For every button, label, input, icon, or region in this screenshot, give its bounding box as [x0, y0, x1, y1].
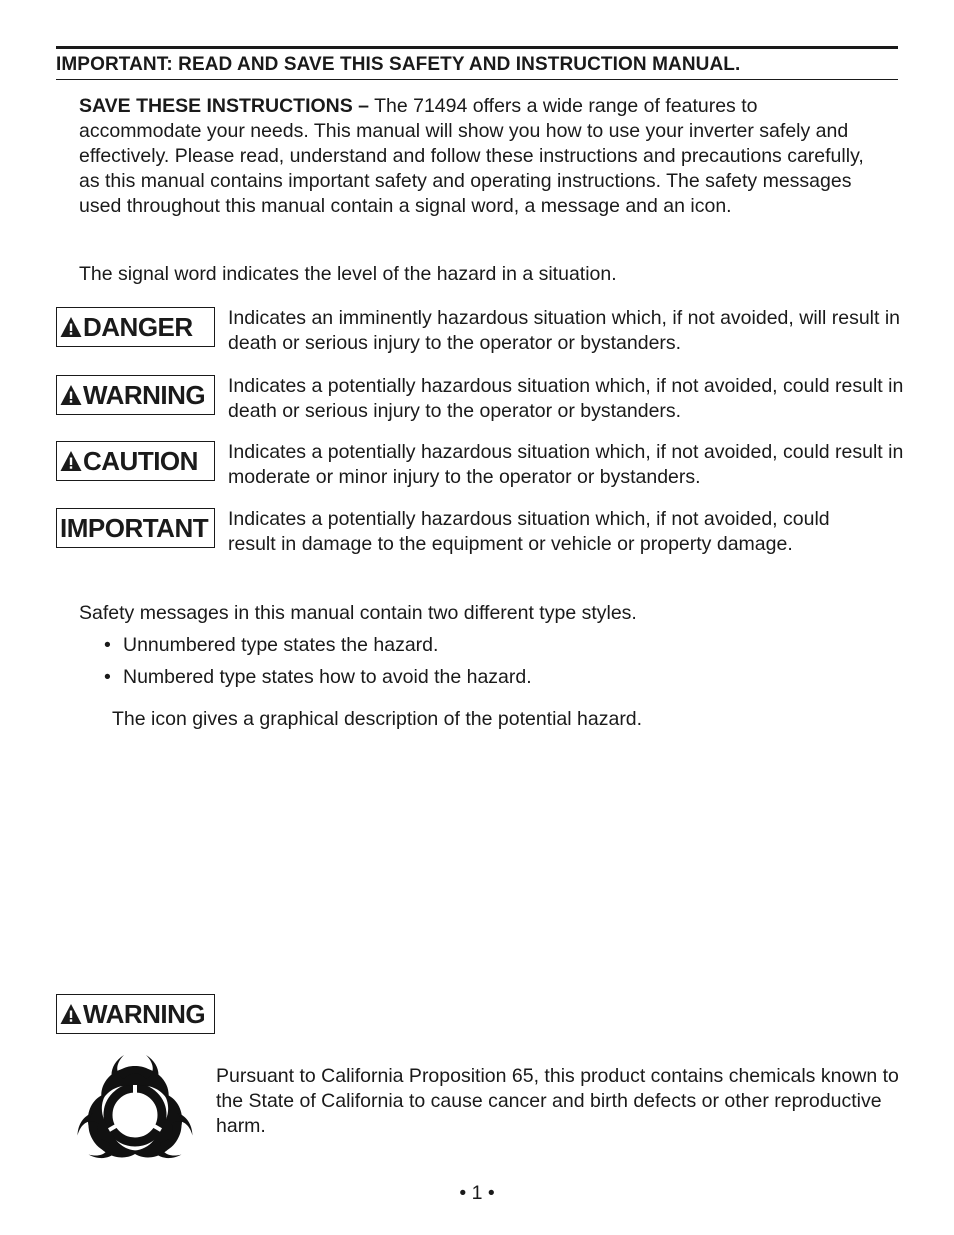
danger-label: DANGER: [83, 311, 193, 342]
warning-triangle-icon: [60, 384, 82, 406]
list-item: [104, 633, 438, 658]
danger-label-box: [56, 307, 215, 347]
bullet-symbol: •: [104, 666, 111, 688]
intro-body: The 71494 offers a wide range of features to accommodate your needs. This manual will show you how to use your inverter safely and effectively. Please read, understand and follow these instructions and precautions carefully, as this manual contains important safety and operating instructions. The safety messages used throughout this manual contain a signal word, a message and an icon.: [79, 95, 864, 217]
important-description: Indicates a potentially hazardous situation which, if not avoided, could result in damage to the equipment or vehicle or property damage.: [228, 508, 830, 555]
page-number: • 1 •: [459, 1182, 495, 1204]
prop65-warning-label: WARNING: [83, 998, 206, 1029]
header-bar: [56, 46, 898, 80]
warning-label-box: [56, 375, 215, 415]
list-item-text: Unnumbered type states the hazard.: [123, 634, 439, 656]
prop65-text: Pursuant to California Proposition 65, this product contains chemicals known to the State of California to cause cancer and birth defects or other reproductive harm.: [216, 1065, 899, 1137]
signal-intro: The signal word indicates the level of the hazard in a situation.: [79, 263, 617, 285]
type-styles-intro: Safety messages in this manual contain two different type styles.: [79, 602, 637, 624]
warning-label: WARNING: [83, 379, 206, 410]
biohazard-icon: [66, 1043, 204, 1175]
important-label-box: [56, 508, 215, 548]
important-label: IMPORTANT: [60, 512, 209, 543]
intro-lead: SAVE THESE INSTRUCTIONS –: [79, 95, 370, 117]
list-item-text: Numbered type states how to avoid the hazard.: [123, 666, 532, 688]
warning-triangle-icon: [60, 316, 82, 338]
warning-triangle-icon: [60, 1003, 82, 1025]
list-item: [104, 665, 532, 690]
caution-label: CAUTION: [83, 445, 198, 476]
bullet-symbol: •: [104, 634, 111, 656]
prop65-warning-label-box: [56, 994, 215, 1034]
intro-paragraph: [79, 94, 879, 219]
warning-triangle-icon: [60, 450, 82, 472]
caution-label-box: [56, 441, 215, 481]
caution-description: Indicates a potentially hazardous situation which, if not avoided, could result in moderate or minor injury to the operator or bystanders.: [228, 441, 904, 488]
icon-note: The icon gives a graphical description of the potential hazard.: [112, 708, 643, 730]
warning-description: Indicates a potentially hazardous situation which, if not avoided, could result in death or serious injury to the operator or bystanders.: [228, 375, 904, 422]
danger-description: Indicates an imminently hazardous situation which, if not avoided, will result in death or serious injury to the operator or bystanders.: [228, 307, 901, 354]
page-title: IMPORTANT: READ AND SAVE THIS SAFETY AND INSTRUCTION MANUAL.: [56, 54, 741, 75]
signal-row-important: [56, 508, 906, 588]
